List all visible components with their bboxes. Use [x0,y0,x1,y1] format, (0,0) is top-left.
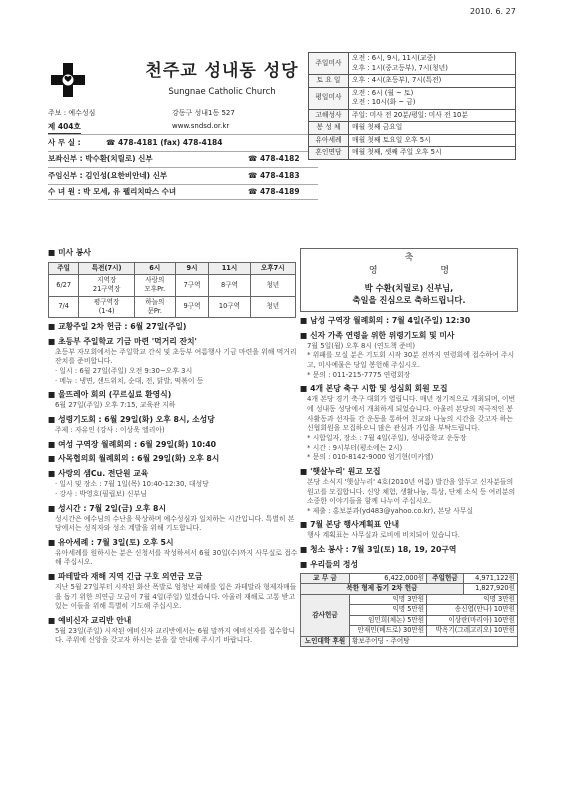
right-column [300,248,518,647]
gift-entry: 익명 5만원 [350,605,427,616]
mass-col-header: 9시 [175,262,209,274]
greeting-line-2: 영 명 [368,265,480,276]
schedule-label: 혼인면담 [309,147,349,160]
contact-label: 주임신부 : 김인성(요한비안네) 신부 [48,170,168,180]
notice-heading: ■ 유아세례 : 7월 3일(토) 오후 5시 [48,538,298,549]
offering-label: 교 무 금 [301,573,350,584]
notice-body: · 일시 및 장소 : 7월 1일(목) 10:40-12:30, 대성당 · 강사 : 박영호(필립보) 신부님 [55,480,209,498]
contact-label: 수 녀 원 : 박 모세, 유 펠리치따스 수녀 [48,186,177,196]
mass-cell: 지역장 21구역장 [79,275,135,296]
notice-heading: ■ 교황주일 2차 헌금 : 6월 27일(주일) [48,322,298,333]
contact-phone: ☎ 478-4189 [248,186,300,196]
offering-amount: 4,971,122원 [463,573,517,584]
mass-cell: 10구역 [209,296,250,317]
schedule-label: 봉 성 체 [309,122,349,135]
notice-heading: ■ 4개 본당 축구 시합 및 성심회 회원 모집 [300,384,518,395]
mass-cell: 청년 [250,275,295,296]
mass-row [49,296,296,317]
contact-office [48,134,318,151]
offering-label: 주일헌금 [427,573,464,584]
offering-row [301,573,518,584]
offering-label: 감사헌금 [301,594,350,636]
schedule-value: 주일: 미사 전 20분/평일: 미사 전 10분 [349,109,516,122]
greeting-line-1: 축 [404,253,434,263]
notice-body: 5월 23일(주일) 시작된 예비신자 교리반에서는 6월 말까지 예비신자를 접수합니다. 주위에 신앙을 갖고자 하시는 분을 잘 안내해 주시기 바랍니다. [55,626,296,645]
schedule-row [309,75,516,88]
notice-heading: ■ 울뜨레아 회의 (꾸르실료 환영식) [48,390,298,401]
contact-list [48,134,318,200]
schedule-row [309,134,516,147]
notice-heading: ■ 사목협의회 월례회의 : 6월 29일(화) 오후 8시 [48,454,298,465]
left-column [48,248,298,646]
contact-assistant-priest [48,151,318,168]
offering-table [300,573,518,648]
schedule-row [309,147,516,160]
contact-phone: ☎ 478-4183 [248,170,300,180]
offering-amount: 6,422,000원 [350,573,427,584]
mass-cell: 9구역 [175,296,209,317]
notice-heading: ■ 우리들의 정성 [300,560,518,571]
notice-body: 성시간은 예수님의 수난을 묵상하며 예수성심과 일치하는 시간입니다. 특별히 본당에서는 성직자와 성소 계발을 위해 기도합니다. [55,514,295,533]
offering-amount: 1,827,920원 [463,584,517,595]
mass-cell: 청년 [250,296,295,317]
contact-convent [48,184,318,201]
notice-heading: ■ '햇살누리' 원고 모집 [300,467,518,478]
mass-cell: 8구역 [209,275,250,296]
notice-heading: ■ 남성 구역장 월례회의 : 7월 4일(주일) 12:30 [300,316,518,327]
address-text: 강동구 성내1동 527 [172,109,235,117]
contact-label: 사 무 실 : [48,137,81,147]
mass-cell: 하늘의 문Pr. [135,296,176,317]
mass-header-row [49,262,296,274]
contact-pastor [48,167,318,184]
notice-body: 본당 소식지 '햇살누리' 4호(2010년 여름) 발간을 앞두고 신자분들의 원고를 모집합니다. 신앙 체험, 생활나눔, 특상, 단체 소식 등 여러분의 소중한 이야기들을 함께 나누어 주십시오. * 제출 : 홍보분과(yd483@yahoo.co.kr), 본당 사무실 [307,477,516,515]
mass-schedule-table [308,52,516,160]
website-link[interactable]: www.sndsd.or.kr [172,122,230,130]
mass-cell: 7구역 [175,275,209,296]
gift-entry: 임민희(체논) 5만원 [350,615,427,626]
notice-body: 주제 : 자유인 (강사 : 이상욱 엘리아) [55,425,165,434]
mass-cell: 7/4 [49,296,79,317]
notice-body: 4개 본당 경기 축구 대회가 열립니다. 매년 정기적으로 개최되며, 이번에 성내동 성당에서 개최하게 되었습니다. 아울러 본당의 적극적인 봉사활동과 선자들 간 운동을 통하여 친교와 나눔의 시간을 갖고자 하는 신협회원을 모집하오니 많은 관심과 가입을 부탁드립니다. * 시합일자, 장소 : 7월 4일(주일), 성내중학교 운동장 * 시간 : 9시부터(평소에는 2시) * 문의 : 010-8142-9000 엄기현(미카엘) [307,395,516,462]
gift-entry: 안재민(베드로) 30만원 [350,626,427,637]
schedule-row [309,53,516,75]
notice-body: 유아세례를 원하시는 분은 신청서를 작성하셔서 6월 30일(수)까지 사무실로 접수해 주십시오. [55,548,298,567]
offering-row [301,584,518,595]
mass-row [49,275,296,296]
offering-row [301,594,518,605]
feast-greeting-box [300,248,518,312]
notice-heading: ■ 여성 구역장 월례회의 : 6월 29일(화) 10:40 [48,440,298,451]
schedule-row [309,109,516,122]
mass-col-header: 11시 [209,262,250,274]
schedule-row [309,122,516,135]
issue-number: 제 404호 [48,122,81,134]
schedule-value: 오전 : 6시, 9시, 11시(교중) 오후 : 1시(중고등부), 7시(청년) [349,53,516,75]
schedule-value: 매월 첫째 금요일 [349,122,516,135]
notice-heading: ■ 사랑의 샘Cu. 전단원 교육 [48,469,298,480]
gift-entry: 이상란(마리아) 10만원 [427,615,518,626]
mass-col-header: 주일 [49,262,79,274]
notice-heading: ■ 예비신자 교리반 안내 [48,616,298,627]
notice-body: 7월 5일(월) 오후 8시 (연도책 준비) * 위패를 모실 분은 기도회 시작 30분 전까지 연령회에 접수하여 주시고, 미사예물은 당일 봉헌해 주십시오. * 문의 : 011-215-7775 연령회장 [307,341,515,379]
schedule-value: 오후 : 4시(초등부), 7시(특전) [349,75,516,88]
mass-cell: 6/27 [49,275,79,296]
contact-phone: ☎ 478-4182 [248,154,300,163]
gift-entry: 익명 3만원 [427,594,518,605]
schedule-row [309,87,516,109]
notice-body: 지난 5월 27일부터 시작된 화산 폭발로 엄청난 피해를 입은 과테말라 형제자매들을 돕기 위한 의연금 모금이 7월 4일(주일) 있겠습니다. 아울러 재해로 고통 받고 있는 이들을 위해 특별히 기도해 주십시오. [55,582,297,611]
gift-entry: 박옥기(그레고리오) 10만원 [427,626,518,637]
schedule-label: 평일미사 [309,87,349,109]
notice-heading: ■ 청소 봉사 : 7월 3일(토) 18, 19, 20구역 [300,545,518,556]
issue-date: 2010. 6. 27 [470,7,516,16]
schedule-label: 유아세례 [309,134,349,147]
schedule-label: 주일미사 [309,53,349,75]
schedule-value: 매월 첫째, 셋째 주일 오후 5시 [349,147,516,160]
offering-label: 노인대학 후원 [301,636,350,647]
schedule-value: 매월 첫째 토요일 오후 5시 [349,134,516,147]
gift-entry: 익명 3만원 [350,594,427,605]
greeting-line-3: 박 수환(치릴로) 신부님, [364,283,454,294]
mass-col-header: 특전(7시) [79,262,135,274]
mass-service-table [48,262,296,318]
church-cross-logo [50,62,86,98]
greeting-line-4: 축일을 진심으로 축하드립니다. [352,294,466,305]
church-title: 천주교 성내동 성당 [145,61,299,81]
notice-heading: ■ 성령기도회 : 6월 29일(화) 오후 8시, 소성당 [48,415,298,426]
notice-body: 6월 27일(주일) 오후 7:15, 교육관 지하 [55,401,176,410]
notice-heading: ■ 신자 가족 연령을 위한 위령기도회 및 미사 [300,331,518,342]
notice-heading: ■ 7월 본당 행사계획표 안내 [300,520,518,531]
offering-note: 황보주어딩 - 주어탕 [350,636,518,647]
notice-body: 초등부 자모회에서는 주일학교 간식 및 초등부 여름행사 기금 마련을 위해 먹거리 잔치를 준비합니다. · 일시 : 6월 27일(주일) 오전 9:30~오후 3시 · 메뉴 : 냉면, 샌드위치, 순대, 전, 닭발, 떡볶이 등 [55,347,297,385]
contact-phone: ☎ 478-4181 (fax) 478-4184 [106,137,223,147]
gift-entry: 송신엽(안나) 10만원 [427,605,518,616]
mass-cell: 사랑의 모후Pr. [135,275,176,296]
schedule-value: 오전 : 6시 (월 ~ 토) 오전 : 10시(화 ~ 금) [349,87,516,109]
offering-label: 북한 형제 돕기 2차 헌금 [301,584,464,595]
church-subtitle: Sungnae Catholic Church [168,87,276,97]
notice-heading: ■ 성시간 : 7월 2일(금) 오후 8시 [48,504,298,515]
schedule-label: 고해성사 [309,109,349,122]
mass-service-heading: ■ 미사 봉사 [48,248,298,259]
schedule-label: 토 요 일 [309,75,349,88]
mass-cell: 평구역장 (1-4) [79,296,135,317]
mass-col-header: 오후7시 [250,262,295,274]
contact-label: 보좌신부 : 박수환(치릴로) 신부 [48,154,153,163]
offering-row [301,636,518,647]
mass-col-header: 6시 [135,262,176,274]
notice-heading: ■ 초등부 주일학교 기금 마련 '먹거리 잔치' [48,337,298,348]
patron-text: 주보 : 예수성심 [48,109,96,117]
notice-body: 행사 계획표는 사무실과 로비에 비치되어 있습니다. [307,531,460,540]
notice-heading: ■ 파테말라 재해 지역 긴급 구호 의연금 모금 [48,572,298,583]
